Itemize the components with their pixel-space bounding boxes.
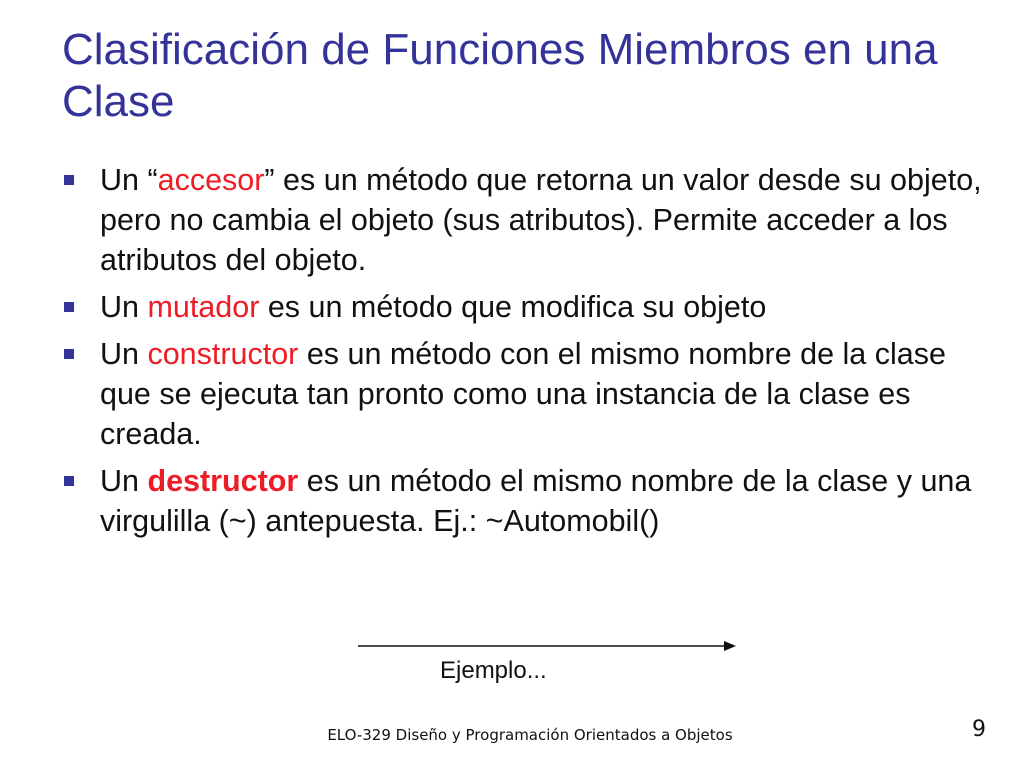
bullet-text-before: Un (100, 290, 148, 324)
slide-title: Clasificación de Funciones Miembros en una Clase (62, 25, 938, 126)
keyword-mutador: mutador (147, 290, 260, 324)
bullet-text-before: Un “ (100, 163, 158, 197)
keyword-constructor: constructor (147, 337, 299, 371)
square-bullet-icon (64, 302, 74, 312)
bullet-constructor (62, 334, 982, 454)
bullet-accesor (62, 160, 982, 280)
bullet-destructor (62, 461, 982, 541)
bullet-mutador (62, 287, 982, 327)
bullet-text-after: es un método el mismo nombre de la clase y una virgulilla (~) antepuesta. Ej.: ~Automobil() (100, 464, 972, 538)
page-number: 9 (972, 717, 986, 742)
bullet-text-after: es un método con el mismo nombre de la clase que se ejecuta tan pronto como una instancia de la clase es creada. (100, 337, 946, 451)
square-bullet-icon (64, 349, 74, 359)
square-bullet-icon (64, 175, 74, 185)
example-link[interactable]: Ejemplo... (440, 657, 547, 684)
keyword-destructor: destructor (147, 464, 299, 498)
right-arrow-icon (358, 638, 738, 654)
footer-text: ELO-329 Diseño y Programación Orientados a Objetos (327, 726, 733, 744)
square-bullet-icon (64, 476, 74, 486)
bullet-list (62, 160, 982, 548)
keyword-accesor: accesor (157, 163, 265, 197)
bullet-text-before: Un (100, 464, 148, 498)
bullet-text-after: es un método que modifica su objeto (259, 290, 767, 324)
bullet-text-before: Un (100, 337, 148, 371)
bullet-text-after: ” es un método que retorna un valor desde su objeto, pero no cambia el objeto (sus atributos). Permite acceder a los atributos del objeto. (100, 163, 982, 277)
